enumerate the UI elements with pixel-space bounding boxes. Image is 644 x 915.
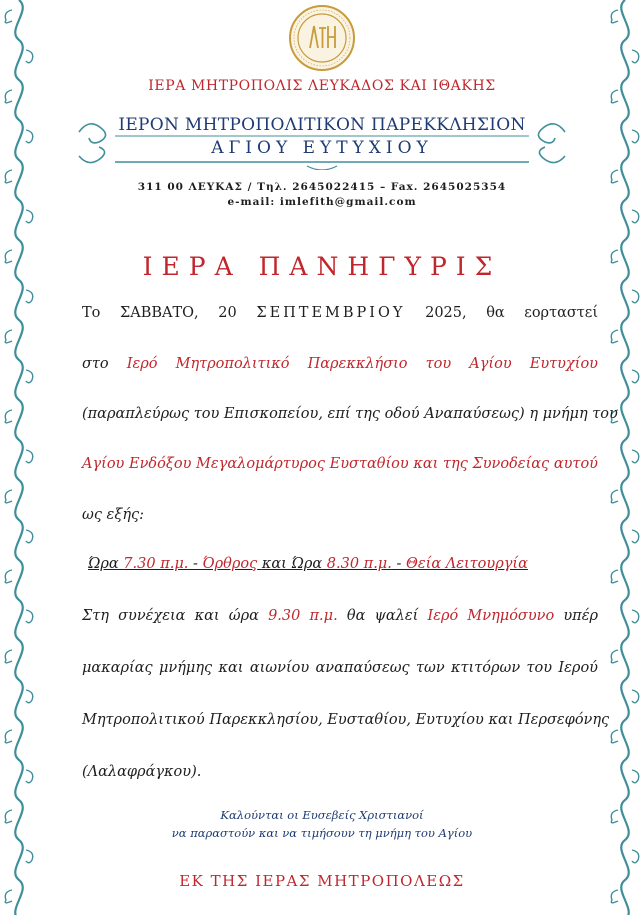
hour-label: Ώρα — [88, 556, 119, 572]
paragraph-line-1 — [82, 305, 598, 321]
emblem-seal-icon — [288, 4, 356, 72]
liturgy-time: 8.30 π.μ. — [326, 556, 392, 572]
paragraph-line-8: Μητροπολιτικού Παρεκκλησίου, Ευσταθίου, Ευτυχίου και Περσεφόνης — [82, 712, 610, 728]
chapel-title: ΙΕΡΟΝ ΜΗΤΡΟΠΟΛΙΤΙΚΟΝ ΠΑΡΕΚΚΛΗΣΙΟΝ — [118, 115, 526, 135]
left-vine-border — [0, 0, 38, 915]
paragraph-line-7: μακαρίας μνήμης και αιωνίου αναπαύσεως των κτιτόρων του Ιερού — [82, 660, 598, 676]
paragraph-line-9: (Λαλαφράγκου). — [82, 764, 202, 780]
text-segment: στο — [82, 356, 109, 372]
paragraph-line-5: ως εξής: — [82, 507, 145, 523]
celebration-text: 2025, θα εορταστεί — [425, 305, 599, 321]
separator: - — [192, 556, 203, 572]
chapel-subtitle: ΑΓΙΟΥ ΕΥΤΥΧΙΟΥ — [211, 138, 433, 158]
hour-label: Ώρα — [291, 556, 323, 572]
invitation-line-1: Καλούνται οι Ευσεβείς Χριστιανοί — [220, 808, 424, 822]
right-vine-border — [606, 0, 644, 915]
liturgy-service: Θεία Λειτουργία — [405, 556, 528, 572]
paragraph-line-3: (παραπλεύρως του Επισκοπείου, επί της οδού Αναπαύσεως) η μνήμη του — [82, 406, 618, 422]
separator: - — [396, 556, 406, 572]
date-text: Το ΣΑΒΒΑΤΟ, 20 — [82, 305, 237, 321]
page-title: ΙΕΡΑ ΠΑΝΗΓΥΡΙΣ — [142, 252, 502, 281]
orthros-time: 7.30 π.μ. — [123, 556, 189, 572]
and-text: και — [261, 556, 287, 572]
service-hours — [88, 556, 528, 572]
paragraph-line-2 — [82, 356, 598, 372]
text-segment: θα ψαλεί — [346, 608, 419, 624]
text-segment: Στη συνέχεια και ώρα — [82, 608, 259, 624]
address-line: 311 00 ΛΕΥΚΑΣ / Τηλ. 2645022415 – Fax. 2645025354 — [137, 181, 507, 193]
paragraph-line-6 — [82, 608, 598, 624]
month-text: ΣΕΠΤΕΜΒΡΙΟΥ — [256, 305, 406, 321]
orthros-service: Όρθρος — [202, 556, 258, 572]
metropolis-name: ΙΕΡΑ ΜΗΤΡΟΠΟΛΙΣ ΛΕΥΚΑΔΟΣ ΚΑΙ ΙΘΑΚΗΣ — [148, 78, 496, 94]
footer-signature: ΕΚ ΤΗΣ ΙΕΡΑΣ ΜΗΤΡΟΠΟΛΕΩΣ — [179, 872, 465, 890]
email-line: e-mail: imlefith@gmail.com — [227, 196, 417, 208]
text-segment: υπέρ — [563, 608, 598, 624]
memorial-time: 9.30 π.μ. — [268, 608, 338, 624]
invitation-line-2: να παραστούν και να τιμήσουν τη μνήμη του Αγίου — [171, 826, 473, 840]
saint-name: Αγίου Ενδόξου Μεγαλομάρτυρος Ευσταθίου και της Συνοδείας αυτού — [82, 456, 598, 472]
memorial-service: Ιερό Μνημόσυνο — [427, 608, 555, 624]
chapel-name: Ιερό Μητροπολιτικό Παρεκκλήσιο του Αγίου Ευτυχίου — [126, 356, 598, 372]
